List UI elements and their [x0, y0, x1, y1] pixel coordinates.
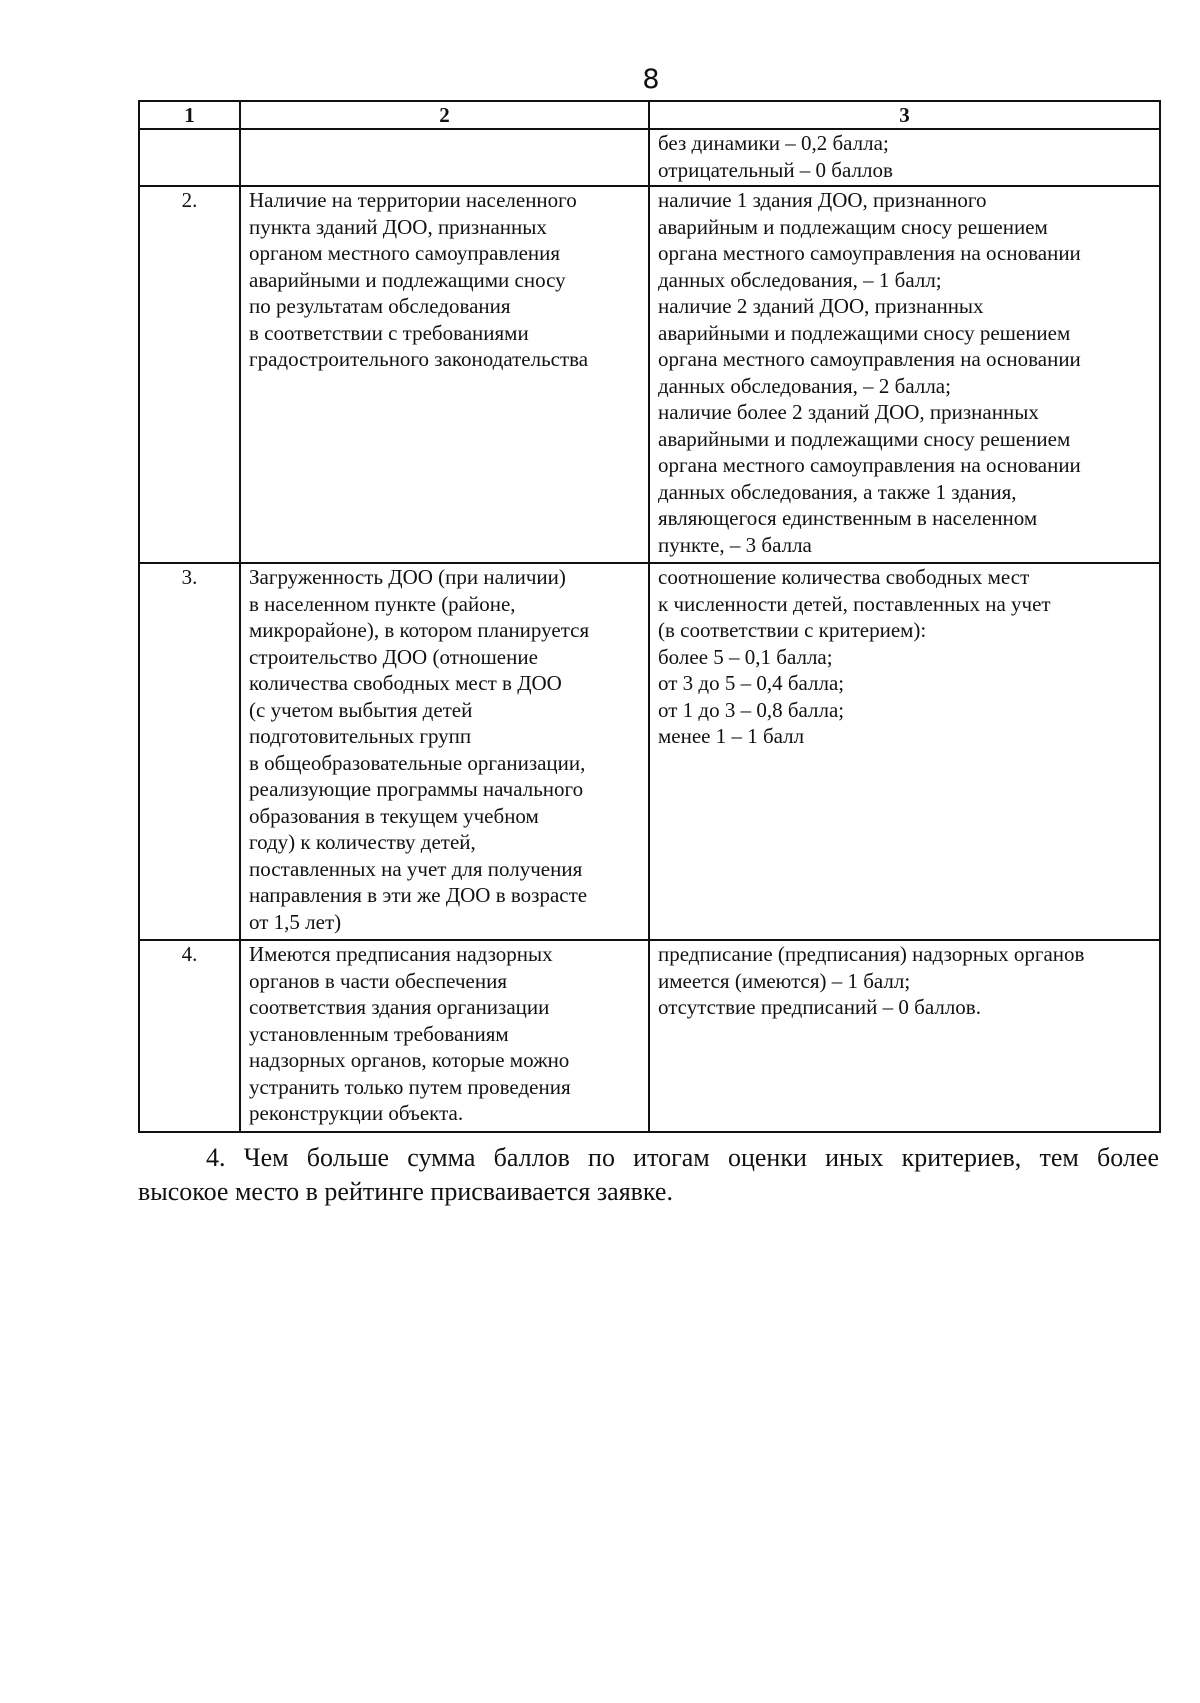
scoring-cell [649, 940, 1160, 1132]
criterion-line: органов в части обеспечения [249, 968, 507, 993]
scoring-line: аварийными и подлежащими сносу решением [658, 426, 1071, 451]
criterion-line: реконструкции объекта. [249, 1101, 464, 1125]
conclusion-paragraph [138, 1141, 1159, 1209]
table-row [139, 940, 1160, 1132]
scoring-line: менее 1 – 1 балл [658, 724, 805, 748]
scoring-line: являющегося единственным в населенном [658, 506, 1038, 530]
scoring-line: наличие 2 зданий ДОО, признанных [658, 294, 984, 318]
scoring-line: к численности детей, поставленных на учет [658, 591, 1051, 616]
criterion-line: реализующие программы начального [249, 777, 584, 801]
criterion-line: (с учетом выбытия детей [249, 697, 473, 722]
scoring-line: (в соответствии с критерием): [658, 618, 927, 642]
scoring-line: наличие более 2 зданий ДОО, признанных [658, 400, 1039, 424]
column-header-2: 2 [240, 101, 649, 129]
table-row [139, 129, 1160, 186]
criterion-line: градостроительного законодательства [249, 347, 589, 371]
column-header-3: 3 [649, 101, 1160, 129]
scoring-line: отсутствие предписаний – 0 баллов. [658, 995, 981, 1019]
scoring-line: аварийными и подлежащими сносу решением [658, 320, 1071, 345]
scoring-line: без динамики – 0,2 балла; [658, 131, 889, 155]
scoring-cell [649, 186, 1160, 563]
scoring-line: наличие 1 здания ДОО, признанного [658, 188, 987, 212]
table-row [139, 186, 1160, 563]
criterion-line: году) к количеству детей, [249, 830, 476, 854]
criterion-line: Загруженность ДОО (при наличии) [249, 565, 566, 589]
scoring-cell [649, 129, 1160, 186]
criterion-line: образования в текущем учебном [249, 803, 539, 828]
column-header-1: 1 [139, 101, 240, 129]
conclusion-line: 4. Чем больше сумма баллов по итогам оценки иных критериев, тем более [206, 1143, 1159, 1172]
criterion-line: направления в эти же ДОО в возрасте [249, 883, 588, 907]
criterion-line: органом местного самоуправления [249, 241, 561, 265]
criterion-line: аварийными и подлежащими сносу [249, 267, 566, 292]
criterion-line: количества свободных мест в ДОО [249, 671, 562, 695]
criterion-cell [240, 940, 649, 1132]
scoring-line: органа местного самоуправления на основании [658, 347, 1081, 371]
scoring-line: данных обследования, а также 1 здания, [658, 479, 1017, 504]
criterion-line: строительство ДОО (отношение [249, 644, 538, 669]
scoring-line: более 5 – 0,1 балла; [658, 644, 833, 669]
criterion-line: от 1,5 лет) [249, 909, 342, 934]
criterion-cell [240, 563, 649, 940]
scoring-line: органа местного самоуправления на основании [658, 241, 1081, 265]
criterion-line: Имеются предписания надзорных [249, 942, 553, 966]
criteria-table [138, 100, 1161, 1133]
table-row [139, 563, 1160, 940]
criterion-line: по результатам обследования [249, 294, 511, 318]
scoring-line: аварийным и подлежащим сносу решением [658, 214, 1048, 239]
row-number [139, 129, 240, 186]
criterion-line: в населенном пункте (районе, [249, 591, 516, 616]
criterion-line: устранить только путем проведения [249, 1074, 571, 1099]
criterion-cell [240, 129, 649, 186]
scoring-line: имеется (имеются) – 1 балл; [658, 968, 911, 993]
scoring-line: от 1 до 3 – 0,8 балла; [658, 697, 845, 722]
criterion-line: микрорайоне), в котором планируется [249, 618, 590, 642]
criterion-line: подготовительных групп [249, 724, 472, 748]
criterion-line: соответствия здания организации [249, 995, 550, 1019]
criterion-line: пункта зданий ДОО, признанных [249, 214, 547, 239]
criterion-line: в соответствии с требованиями [249, 320, 529, 345]
scoring-cell [649, 563, 1160, 940]
row-number: 4. [139, 940, 240, 1132]
criterion-cell [240, 186, 649, 563]
scoring-line: от 3 до 5 – 0,4 балла; [658, 671, 845, 695]
conclusion-line: высокое место в рейтинге присваивается заявке. [138, 1177, 673, 1206]
scoring-line: предписание (предписания) надзорных органов [658, 942, 1085, 966]
scoring-line: данных обследования, – 2 балла; [658, 373, 951, 398]
criterion-line: в общеобразовательные организации, [249, 750, 586, 775]
scoring-line: отрицательный – 0 баллов [658, 157, 893, 182]
row-number: 3. [139, 563, 240, 940]
criterion-line: Наличие на территории населенного [249, 188, 577, 212]
criterion-line: надзорных органов, которые можно [249, 1048, 570, 1072]
scoring-line: соотношение количества свободных мест [658, 565, 1030, 589]
row-number: 2. [139, 186, 240, 563]
table-header-row [139, 101, 1160, 129]
scoring-line: органа местного самоуправления на основании [658, 453, 1081, 477]
criterion-line: поставленных на учет для получения [249, 856, 583, 881]
scoring-line: данных обследования, – 1 балл; [658, 267, 942, 292]
scoring-line: пункте, – 3 балла [658, 532, 812, 557]
page-number: 8 [642, 64, 660, 95]
criterion-line: установленным требованиям [249, 1021, 509, 1046]
